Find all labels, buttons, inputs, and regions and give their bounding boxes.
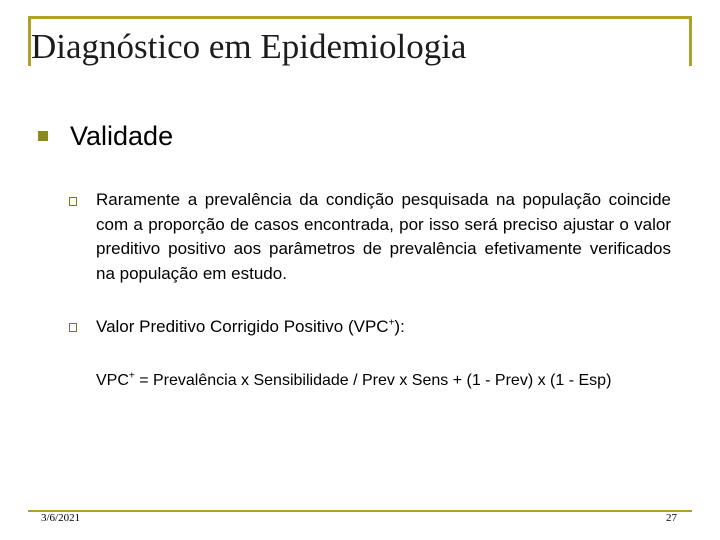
hollow-square-bullet-icon bbox=[69, 197, 77, 206]
vpc-label-prefix: Valor Preditivo Corrigido Positivo (VPC bbox=[96, 317, 389, 336]
title-frame-top-line bbox=[28, 16, 692, 19]
footer-date: 3/6/2021 bbox=[41, 512, 81, 524]
formula-superscript: + bbox=[128, 370, 135, 382]
slide-title: Diagnóstico em Epidemiologia bbox=[31, 27, 467, 66]
vpc-formula bbox=[96, 369, 611, 393]
filled-square-bullet-icon bbox=[38, 131, 48, 141]
vpc-label-suffix: ): bbox=[394, 317, 405, 336]
footer-line bbox=[28, 510, 692, 512]
bullet-text-vpc bbox=[96, 315, 405, 339]
title-frame-right-line bbox=[689, 16, 692, 66]
formula-lhs: VPC bbox=[96, 372, 129, 389]
page-number: 27 bbox=[666, 512, 677, 524]
bullet-heading-validade: Validade bbox=[70, 121, 174, 151]
bullet-text-prevalencia: Raramente a prevalência da condição pesquisada na população coincide com a proporção de casos encontrada, por isso será preciso ajustar o valor preditivo positivo aos parâmetros de prevalência efetivamente verificados na população em estudo. bbox=[96, 190, 671, 283]
formula-rhs: = Prevalência x Sensibilidade / Prev x Sens + (1 - Prev) x (1 - Esp) bbox=[134, 372, 612, 389]
vpc-label-superscript: + bbox=[388, 317, 395, 329]
hollow-square-bullet-icon bbox=[69, 323, 77, 332]
